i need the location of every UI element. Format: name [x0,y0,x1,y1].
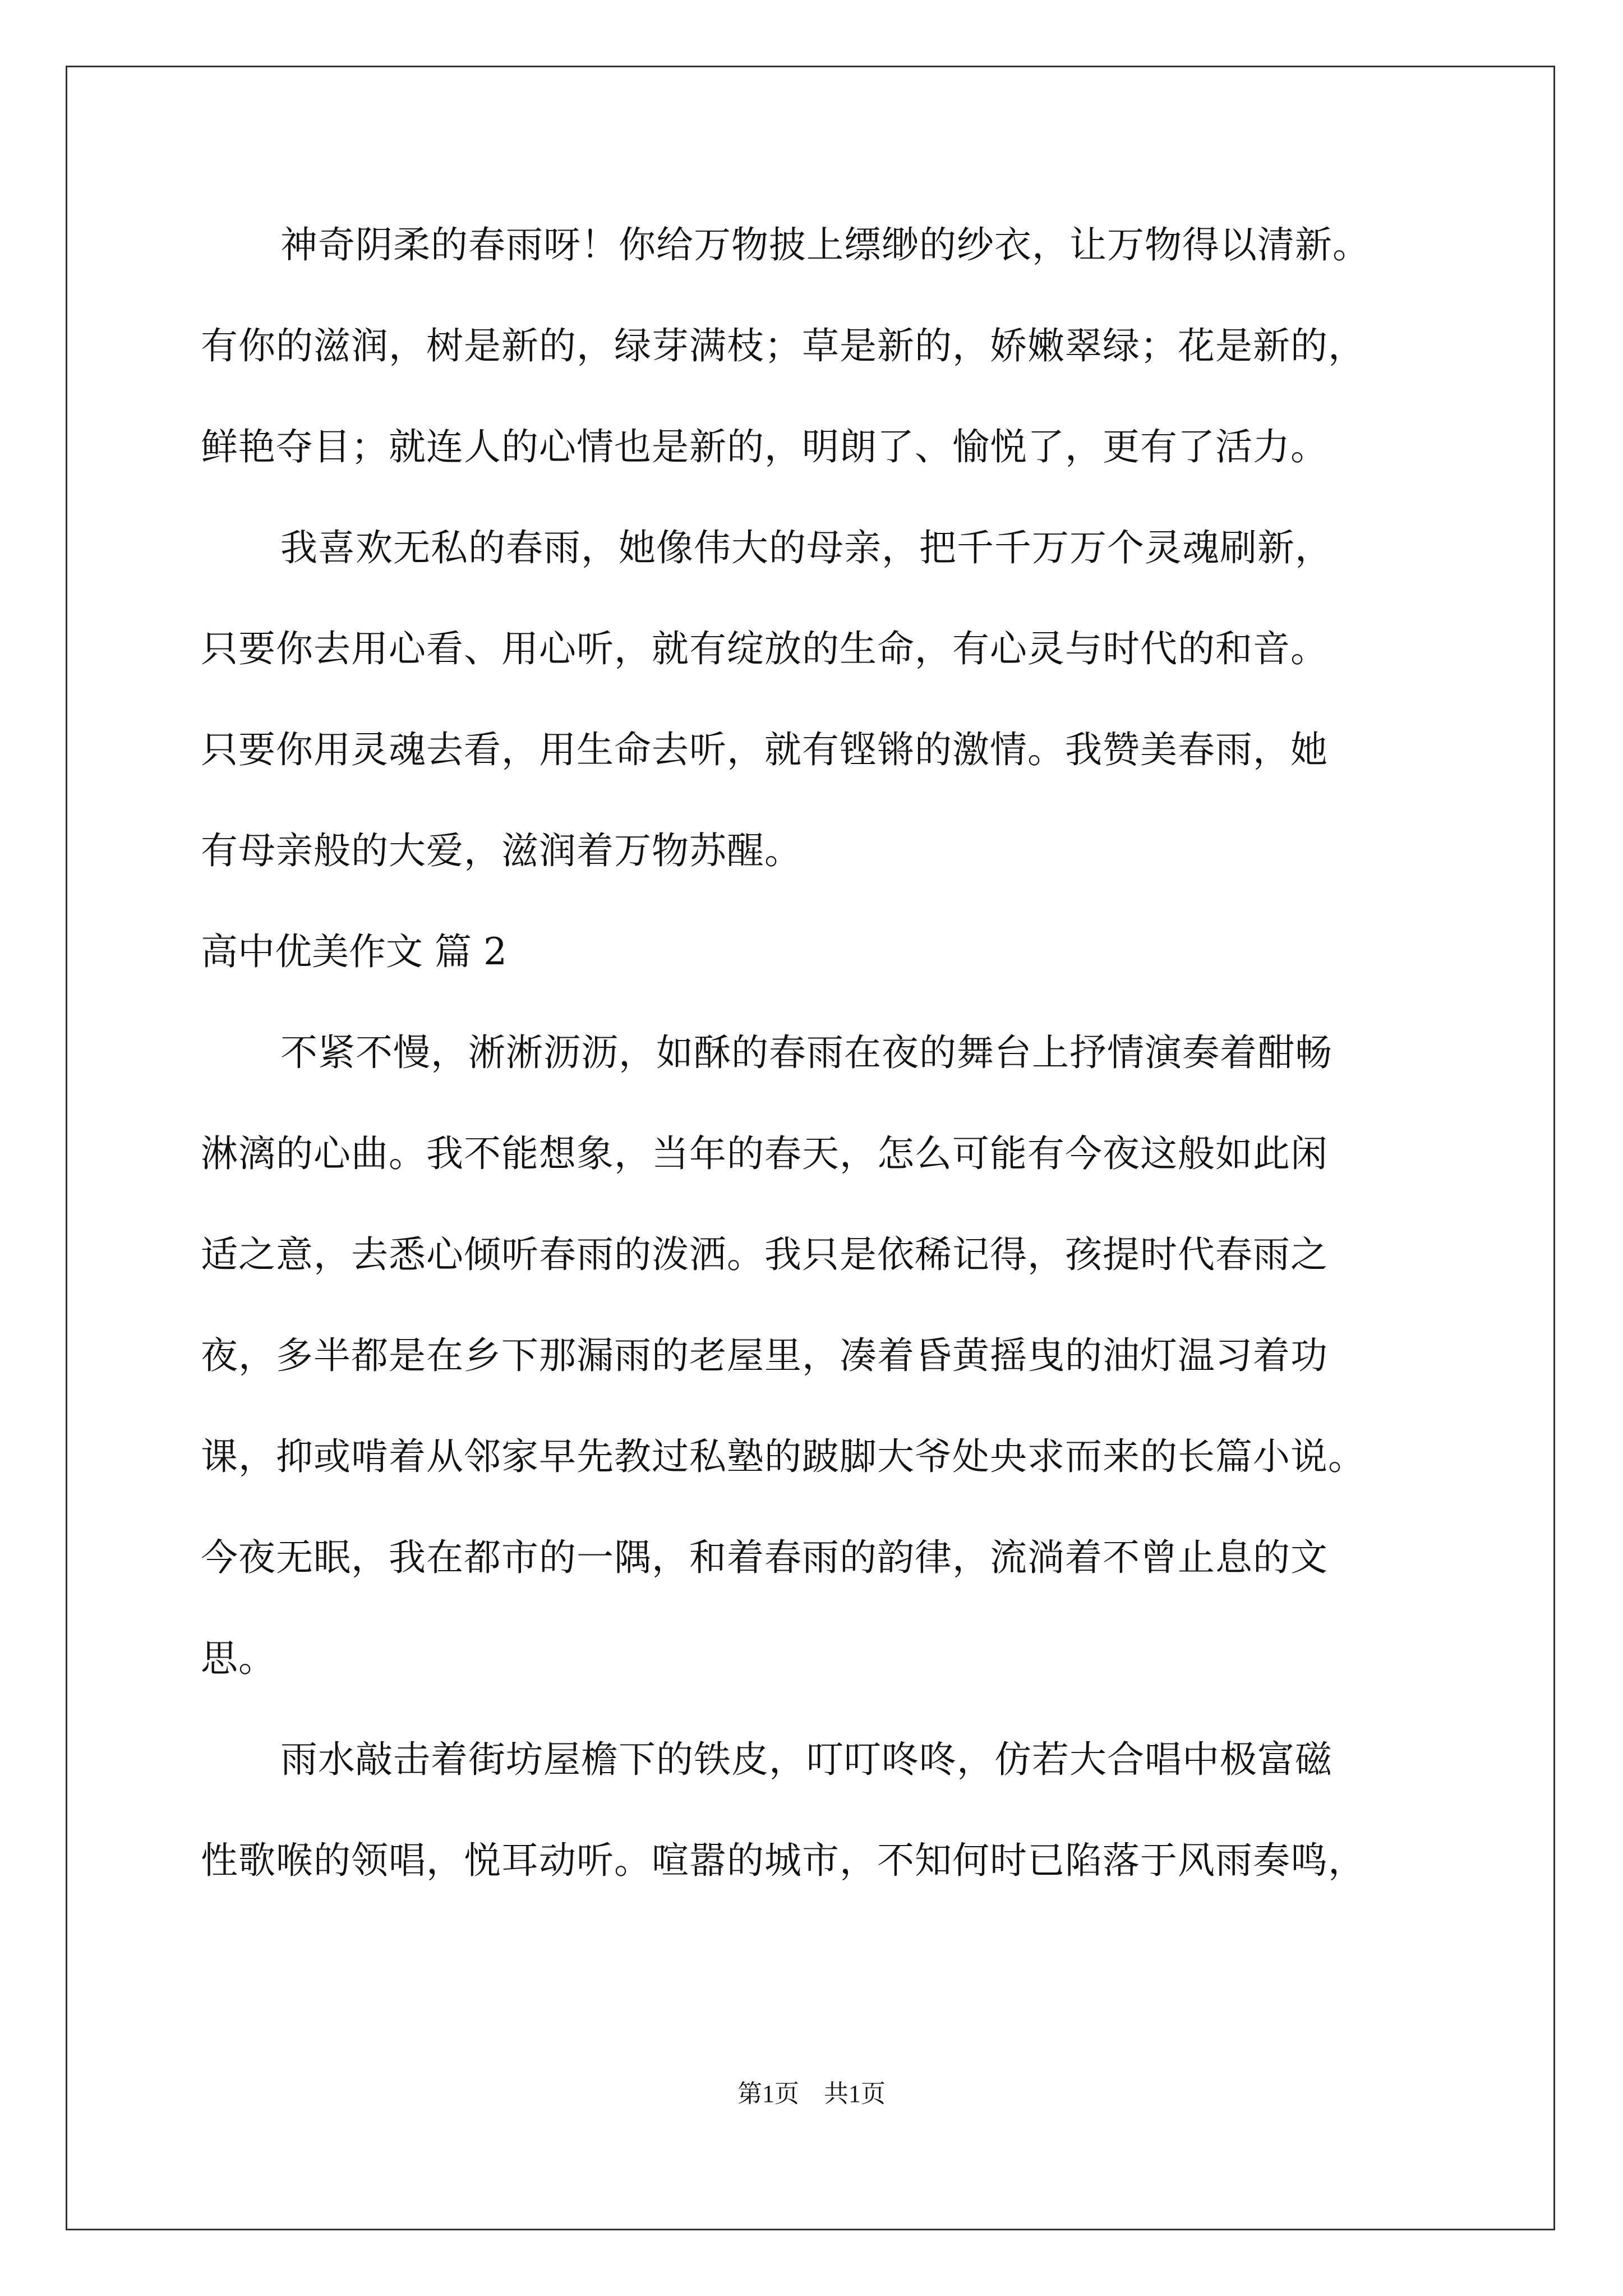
paragraph-line: 今夜无眠，我在都市的一隅，和着春雨的韵律，流淌着不曾止息的文 [201,1536,1328,1579]
paragraph-line: 不紧不慢，淅淅沥沥，如酥的春雨在夜的舞台上抒情演奏着酣畅 [280,1031,1332,1074]
paragraph-line: 夜，多半都是在乡下那漏雨的老屋里，凑着昏黄摇曳的油灯温习着功 [201,1334,1328,1377]
paragraph-line: 有你的滋润，树是新的，绿芽满枝；草是新的，娇嫩翠绿；花是新的， [201,324,1366,367]
paragraph-line: 思。 [201,1637,276,1680]
paragraph-line: 鲜艳夺目；就连人的心情也是新的，明朗了、愉悦了，更有了活力。 [201,425,1328,468]
paragraph-line: 我喜欢无私的春雨，她像伟大的母亲，把千千万万个灵魂刷新， [280,526,1332,569]
page-footer: 第1页 共1页 [737,2080,886,2108]
paragraph-line: 性歌喉的领唱，悦耳动听。喧嚣的城市，不知何时已陷落于风雨奏鸣， [201,1839,1366,1882]
paragraph-line: 课，抑或啃着从邻家早先教过私塾的跛脚大爷处央求而来的长篇小说。 [201,1435,1366,1478]
paragraph-line: 淋漓的心曲。我不能想象，当年的春天，怎么可能有今夜这般如此闲 [201,1132,1328,1175]
paragraph-line: 雨水敲击着街坊屋檐下的铁皮，叮叮咚咚，仿若大合唱中极富磁 [280,1738,1332,1781]
paragraph-line: 只要你去用心看、用心听，就有绽放的生命，有心灵与时代的和音。 [201,627,1328,670]
paragraph-line: 只要你用灵魂去看，用生命去听，就有铿锵的激情。我赞美春雨，她 [201,728,1328,771]
paragraph-line: 有母亲般的大爱，滋润着万物苏醒。 [201,829,802,872]
section-heading: 高中优美作文 篇 2 [201,930,507,973]
paragraph-line: 神奇阴柔的春雨呀！你给万物披上缥缈的纱衣，让万物得以清新。 [280,223,1370,266]
paragraph-line: 适之意，去悉心倾听春雨的泼洒。我只是依稀记得，孩提时代春雨之 [201,1233,1328,1276]
